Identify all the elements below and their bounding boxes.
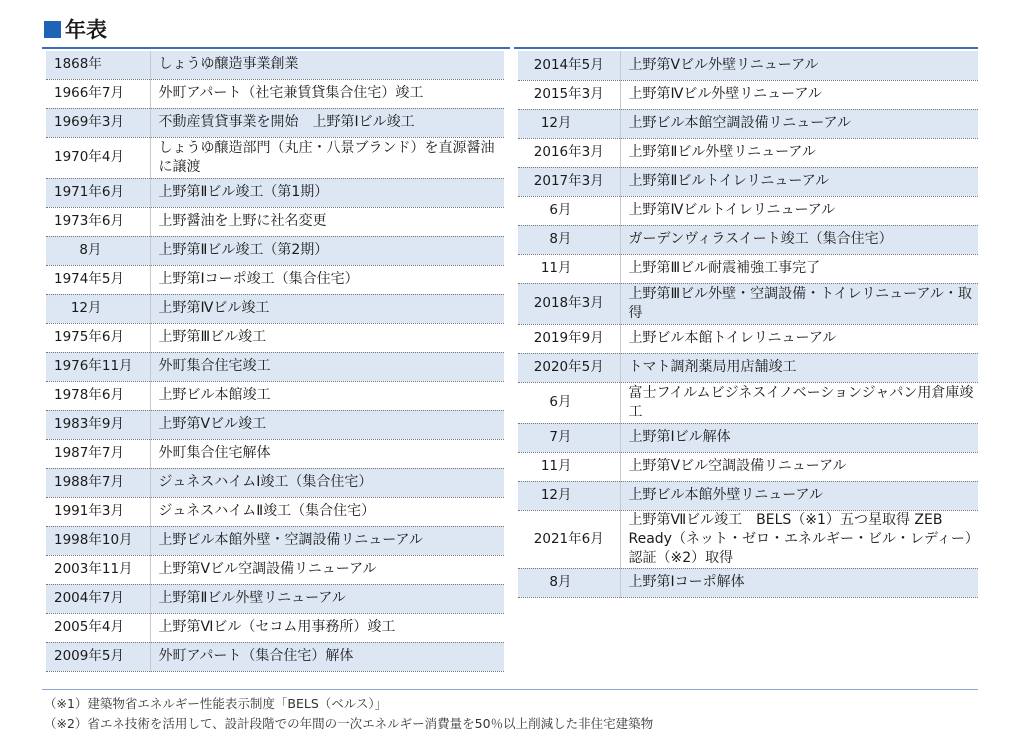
timeline-row (46, 236, 504, 265)
timeline-date: 1973年6月 (46, 207, 150, 236)
timeline-row (46, 468, 504, 497)
timeline-date: 11月 (518, 254, 620, 283)
timeline-row (46, 352, 504, 381)
timeline-row (518, 481, 978, 510)
timeline-date: 12月 (518, 481, 620, 510)
timeline-event: 上野第Ⅱビル外壁リニューアル (150, 584, 504, 613)
timeline-date: 2009年5月 (46, 642, 150, 671)
timeline-date: 1971年6月 (46, 178, 150, 207)
timeline-event: しょうゆ醸造部門（丸庄・八景ブランド）を直源醤油に譲渡 (150, 137, 504, 178)
timeline-date: 7月 (518, 423, 620, 452)
timeline-event: 上野第Ⅴビル空調設備リニューアル (620, 452, 978, 481)
section-title-text: 年表 (65, 18, 107, 42)
timeline-date: 12月 (46, 294, 150, 323)
timeline-date: 2015年3月 (518, 80, 620, 109)
timeline-row (518, 225, 978, 254)
timeline-date: 2019年9月 (518, 324, 620, 353)
timeline-date: 1975年6月 (46, 323, 150, 352)
left-table-top-rule (42, 47, 510, 49)
timeline-row (46, 178, 504, 207)
title-square-icon (44, 21, 61, 38)
timeline-event: 上野第Ⅲビル耐震補強工事完了 (620, 254, 978, 283)
timeline-row (518, 167, 978, 196)
timeline-row (46, 584, 504, 613)
timeline-event: 上野第Ⅴビル外壁リニューアル (620, 51, 978, 80)
timeline-event: 上野第Ⅲビル外壁・空調設備・トイレリニューアル・取得 (620, 283, 978, 324)
timeline-date: 1987年7月 (46, 439, 150, 468)
bottom-rule (42, 689, 978, 690)
timeline-date: 1998年10月 (46, 526, 150, 555)
timeline-row (46, 381, 504, 410)
timeline-row (46, 137, 504, 178)
timeline-date: 2004年7月 (46, 584, 150, 613)
timeline-date: 1974年5月 (46, 265, 150, 294)
timeline-event: ジュネスハイムⅡ竣工（集合住宅） (150, 497, 504, 526)
timeline-event: 上野ビル本館外壁・空調設備リニューアル (150, 526, 504, 555)
timeline-date: 1978年6月 (46, 381, 150, 410)
timeline-date: 1868年 (46, 51, 150, 79)
timeline-event: 外町アパート（社宅兼賃貸集合住宅）竣工 (150, 79, 504, 108)
timeline-event: 上野第Ⅳビル外壁リニューアル (620, 80, 978, 109)
footnote-2: （※2）省エネ技術を活用して、設計段階での年間の一次エネルギー消費量を50％以上削減した非住宅建築物 (44, 716, 654, 731)
timeline-event: 外町集合住宅解体 (150, 439, 504, 468)
timeline-row (46, 323, 504, 352)
timeline-row (518, 568, 978, 597)
timeline-event: 上野第Ⅱビルトイレリニューアル (620, 167, 978, 196)
timeline-date: 6月 (518, 196, 620, 225)
timeline-event: ガーデンヴィラスイート竣工（集合住宅） (620, 225, 978, 254)
timeline-event: 上野醤油を上野に社名変更 (150, 207, 504, 236)
timeline-event: 上野ビル本館空調設備リニューアル (620, 109, 978, 138)
timeline-row (518, 324, 978, 353)
timeline-date: 8月 (518, 225, 620, 254)
timeline-date: 1988年7月 (46, 468, 150, 497)
timeline-row (46, 207, 504, 236)
timeline-date: 1983年9月 (46, 410, 150, 439)
timeline-row (518, 423, 978, 452)
timeline-date: 1970年4月 (46, 137, 150, 178)
timeline-date: 2018年3月 (518, 283, 620, 324)
timeline-row (46, 613, 504, 642)
timeline-event: 上野第Ⅱビル外壁リニューアル (620, 138, 978, 167)
timeline-event: 上野第Ⅰコーポ解体 (620, 568, 978, 597)
timeline-row (46, 555, 504, 584)
timeline-row (46, 526, 504, 555)
timeline-date: 11月 (518, 452, 620, 481)
timeline-date: 1976年11月 (46, 352, 150, 381)
timeline-date: 8月 (46, 236, 150, 265)
timeline-date: 2017年3月 (518, 167, 620, 196)
timeline-event: 外町アパート（集合住宅）解体 (150, 642, 504, 671)
timeline-row (518, 452, 978, 481)
timeline-row (518, 254, 978, 283)
timeline-event: 上野第Ⅲビル竣工 (150, 323, 504, 352)
timeline-row (46, 294, 504, 323)
timeline-row (46, 108, 504, 137)
timeline-row (46, 497, 504, 526)
section-title (44, 12, 107, 46)
timeline-event: 不動産賃貸事業を開始 上野第Ⅰビル竣工 (150, 108, 504, 137)
timeline-row (46, 51, 504, 79)
timeline-date: 2020年5月 (518, 353, 620, 382)
timeline-row (46, 265, 504, 294)
timeline-event: 上野第Ⅴビル竣工 (150, 410, 504, 439)
timeline-date: 2016年3月 (518, 138, 620, 167)
timeline-event: 上野ビル本館外壁リニューアル (620, 481, 978, 510)
timeline-date: 1966年7月 (46, 79, 150, 108)
timeline-row (518, 510, 978, 568)
timeline-event: 上野第Ⅱビル竣工（第1期） (150, 178, 504, 207)
timeline-row (518, 51, 978, 80)
timeline-event: 上野第Ⅰコーポ竣工（集合住宅） (150, 265, 504, 294)
timeline-date: 1969年3月 (46, 108, 150, 137)
timeline-event: 上野第Ⅶビル竣工 BELS（※1）五つ星取得 ZEB Ready（ネット・ゼロ・エネルギー・ビル・レディー）認証（※2）取得 (620, 510, 978, 568)
timeline-date: 12月 (518, 109, 620, 138)
timeline-event: 上野ビル本館トイレリニューアル (620, 324, 978, 353)
timeline-row (46, 79, 504, 108)
timeline-row (518, 109, 978, 138)
timeline-row (518, 353, 978, 382)
timeline-event: トマト調剤薬局用店舗竣工 (620, 353, 978, 382)
timeline-event: 富士フイルムビジネスイノベーションジャパン用倉庫竣工 (620, 382, 978, 423)
timeline-row (518, 138, 978, 167)
timeline-event: 上野第Ⅱビル竣工（第2期） (150, 236, 504, 265)
footnote-1: （※1）建築物省エネルギー性能表示制度「BELS（ベルス）」 (44, 696, 388, 711)
timeline-date: 6月 (518, 382, 620, 423)
right-timeline-table (518, 51, 978, 598)
timeline-date: 1991年3月 (46, 497, 150, 526)
timeline-date: 2005年4月 (46, 613, 150, 642)
timeline-event: 外町集合住宅竣工 (150, 352, 504, 381)
timeline-event: しょうゆ醸造事業創業 (150, 51, 504, 79)
timeline-date: 2021年6月 (518, 510, 620, 568)
timeline-row (46, 439, 504, 468)
timeline-date: 8月 (518, 568, 620, 597)
timeline-event: 上野第Ⅳビルトイレリニューアル (620, 196, 978, 225)
timeline-event: 上野第Ⅵビル（セコム用事務所）竣工 (150, 613, 504, 642)
timeline-event: ジュネスハイムⅠ竣工（集合住宅） (150, 468, 504, 497)
timeline-event: 上野第Ⅴビル空調設備リニューアル (150, 555, 504, 584)
right-table-top-rule (514, 47, 978, 49)
timeline-row (518, 283, 978, 324)
timeline-row (518, 382, 978, 423)
timeline-row (46, 642, 504, 671)
timeline-row (46, 410, 504, 439)
timeline-row (518, 80, 978, 109)
timeline-event: 上野ビル本館竣工 (150, 381, 504, 410)
timeline-event: 上野第Ⅰビル解体 (620, 423, 978, 452)
timeline-date: 2014年5月 (518, 51, 620, 80)
timeline-date: 2003年11月 (46, 555, 150, 584)
timeline-event: 上野第Ⅳビル竣工 (150, 294, 504, 323)
timeline-row (518, 196, 978, 225)
left-timeline-table (46, 51, 504, 672)
